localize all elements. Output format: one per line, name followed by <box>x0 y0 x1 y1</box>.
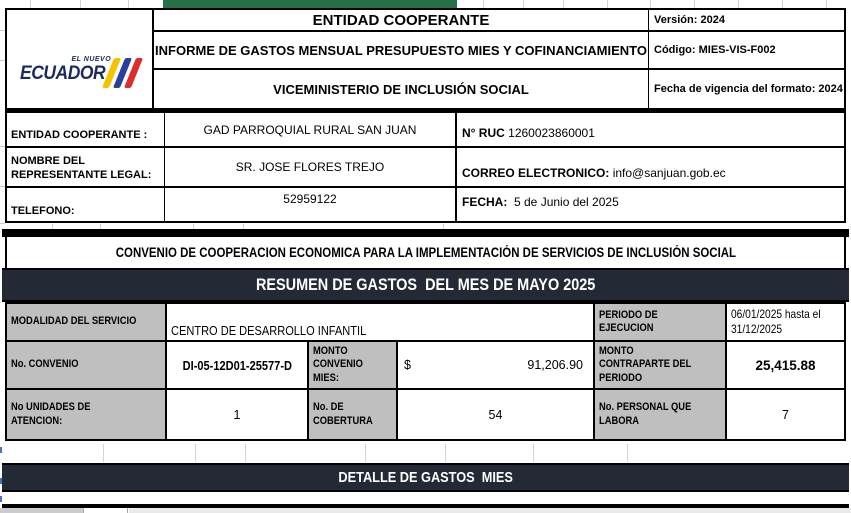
agreement-no-value-cell[interactable]: DI-05-12D01-25577-D <box>165 340 307 388</box>
form-department: VICEMINISTERIO DE INCLUSIÓN SOCIAL <box>273 81 529 97</box>
logo-tagline: EL NUEVO <box>71 56 112 63</box>
date-cell[interactable] <box>457 188 844 222</box>
green-cell <box>163 0 457 8</box>
form-header-table <box>5 8 846 110</box>
summary-banner <box>2 268 849 302</box>
ecuador-logo <box>20 54 140 94</box>
phone-value-cell[interactable]: 52959122 <box>165 188 457 222</box>
period-label-cell: PERIODO DE EJECUCION <box>593 304 725 340</box>
summary-banner-title: RESUMEN DE GASTOS DEL MES DE MAYO 2025 <box>255 275 596 294</box>
top-grid-row <box>0 0 851 8</box>
ruc-cell[interactable] <box>457 113 844 148</box>
gridline <box>365 444 366 462</box>
code-cell: Código: MIES-VIS-F002 <box>648 32 844 70</box>
partial-cell <box>129 508 851 513</box>
summary-table <box>5 302 846 441</box>
ecuador-flag-stripes-icon <box>108 58 142 88</box>
gridline <box>650 0 651 8</box>
gridline <box>30 0 31 8</box>
ruc-value: 1260023860001 <box>508 126 595 140</box>
gridline <box>523 0 524 8</box>
partial-next-row <box>0 508 851 513</box>
gridline <box>103 444 104 462</box>
modality-value-cell[interactable]: CENTRO DE DESARROLLO INFANTIL <box>165 304 593 340</box>
coverage-label-cell: No. DE COBERTURA <box>307 388 396 439</box>
gridline <box>483 0 484 8</box>
gridline <box>738 0 739 8</box>
gridline <box>533 444 534 462</box>
partial-cell <box>83 508 128 513</box>
gridline <box>782 0 783 8</box>
staff-label-cell: No. PERSONAL QUE LABORA <box>593 388 725 439</box>
modality-label-cell: MODALIDAD DEL SERVICIO <box>7 304 165 340</box>
counterpart-label-cell: MONTO CONTRAPARTE DEL PERIODO <box>593 340 725 388</box>
entity-value-cell[interactable]: GAD PARROQUIAL RURAL SAN JUAN <box>165 113 457 148</box>
partial-cell <box>0 508 83 513</box>
entity-label: ENTIDAD COOPERANTE : <box>7 113 165 148</box>
agreement-no-label-cell: No. CONVENIO <box>7 340 165 388</box>
currency-symbol: $ <box>404 358 411 372</box>
staff-value-cell[interactable]: 7 <box>725 388 844 439</box>
form-subtitle: INFORME DE GASTOS MENSUAL PRESUPUESTO MIES Y COFINANCIAMIENTO <box>154 32 648 70</box>
gridline <box>0 223 5 224</box>
date-value: 5 de Junio del 2025 <box>514 195 619 209</box>
gridline <box>607 0 608 8</box>
agreement-title-row <box>5 237 846 268</box>
representative-label: NOMBRE DEL REPRESENTANTE LEGAL: <box>7 148 165 188</box>
units-label-cell: No UNIDADES DE ATENCION: <box>7 388 165 439</box>
representative-value-cell[interactable]: SR. JOSE FLORES TREJO <box>165 148 457 188</box>
counterpart-value-cell[interactable]: 25,415.88 <box>725 340 844 388</box>
gridline <box>694 0 695 8</box>
gridline <box>195 444 196 462</box>
mies-amount-value: 91,206.90 <box>527 358 583 372</box>
email-label: CORREO ELECTRONICO: <box>462 166 610 180</box>
agreement-title: CONVENIO DE COOPERACION ECONOMICA PARA LA IMPLEMENTACIÓN DE SERVICIOS DE INCLUSIÓN SOCIAL <box>115 245 736 260</box>
logo-cell <box>7 10 154 108</box>
gridline <box>128 0 129 8</box>
gridline <box>445 444 446 462</box>
row-number-fragment <box>0 447 2 453</box>
phone-label: TELEFONO: <box>7 188 165 222</box>
detail-banner-title: DETALLE DE GASTOS MIES <box>338 469 513 486</box>
mies-amount-label-cell: MONTO CONVENIO MIES: <box>307 340 396 388</box>
gridline <box>80 0 81 8</box>
logo-wordmark: ECUADOR <box>19 63 105 84</box>
coverage-value-cell[interactable]: 54 <box>396 388 593 439</box>
form-title: ENTIDAD COOPERANTE <box>154 10 648 32</box>
gridline <box>563 0 564 8</box>
validity-cell: Fecha de vigencia del formato: 2024 <box>648 70 844 108</box>
gridline <box>627 444 628 462</box>
row-number-fragment <box>0 496 2 502</box>
mies-amount-value-cell[interactable] <box>396 340 593 388</box>
units-value-cell[interactable]: 1 <box>165 388 307 439</box>
version-cell: Versión: 2024 <box>648 10 844 32</box>
detail-banner <box>2 463 849 492</box>
email-cell[interactable] <box>457 148 844 188</box>
section-divider-bar <box>2 229 849 237</box>
date-label: FECHA: <box>462 195 508 209</box>
entity-info-table <box>5 110 846 223</box>
gridline <box>826 0 827 8</box>
ruc-label: N° RUC <box>462 126 505 140</box>
gridline <box>245 444 246 462</box>
period-value-cell[interactable]: 06/01/2025 hasta el 31/12/2025 <box>725 304 844 340</box>
email-value: info@sanjuan.gob.ec <box>612 166 726 180</box>
